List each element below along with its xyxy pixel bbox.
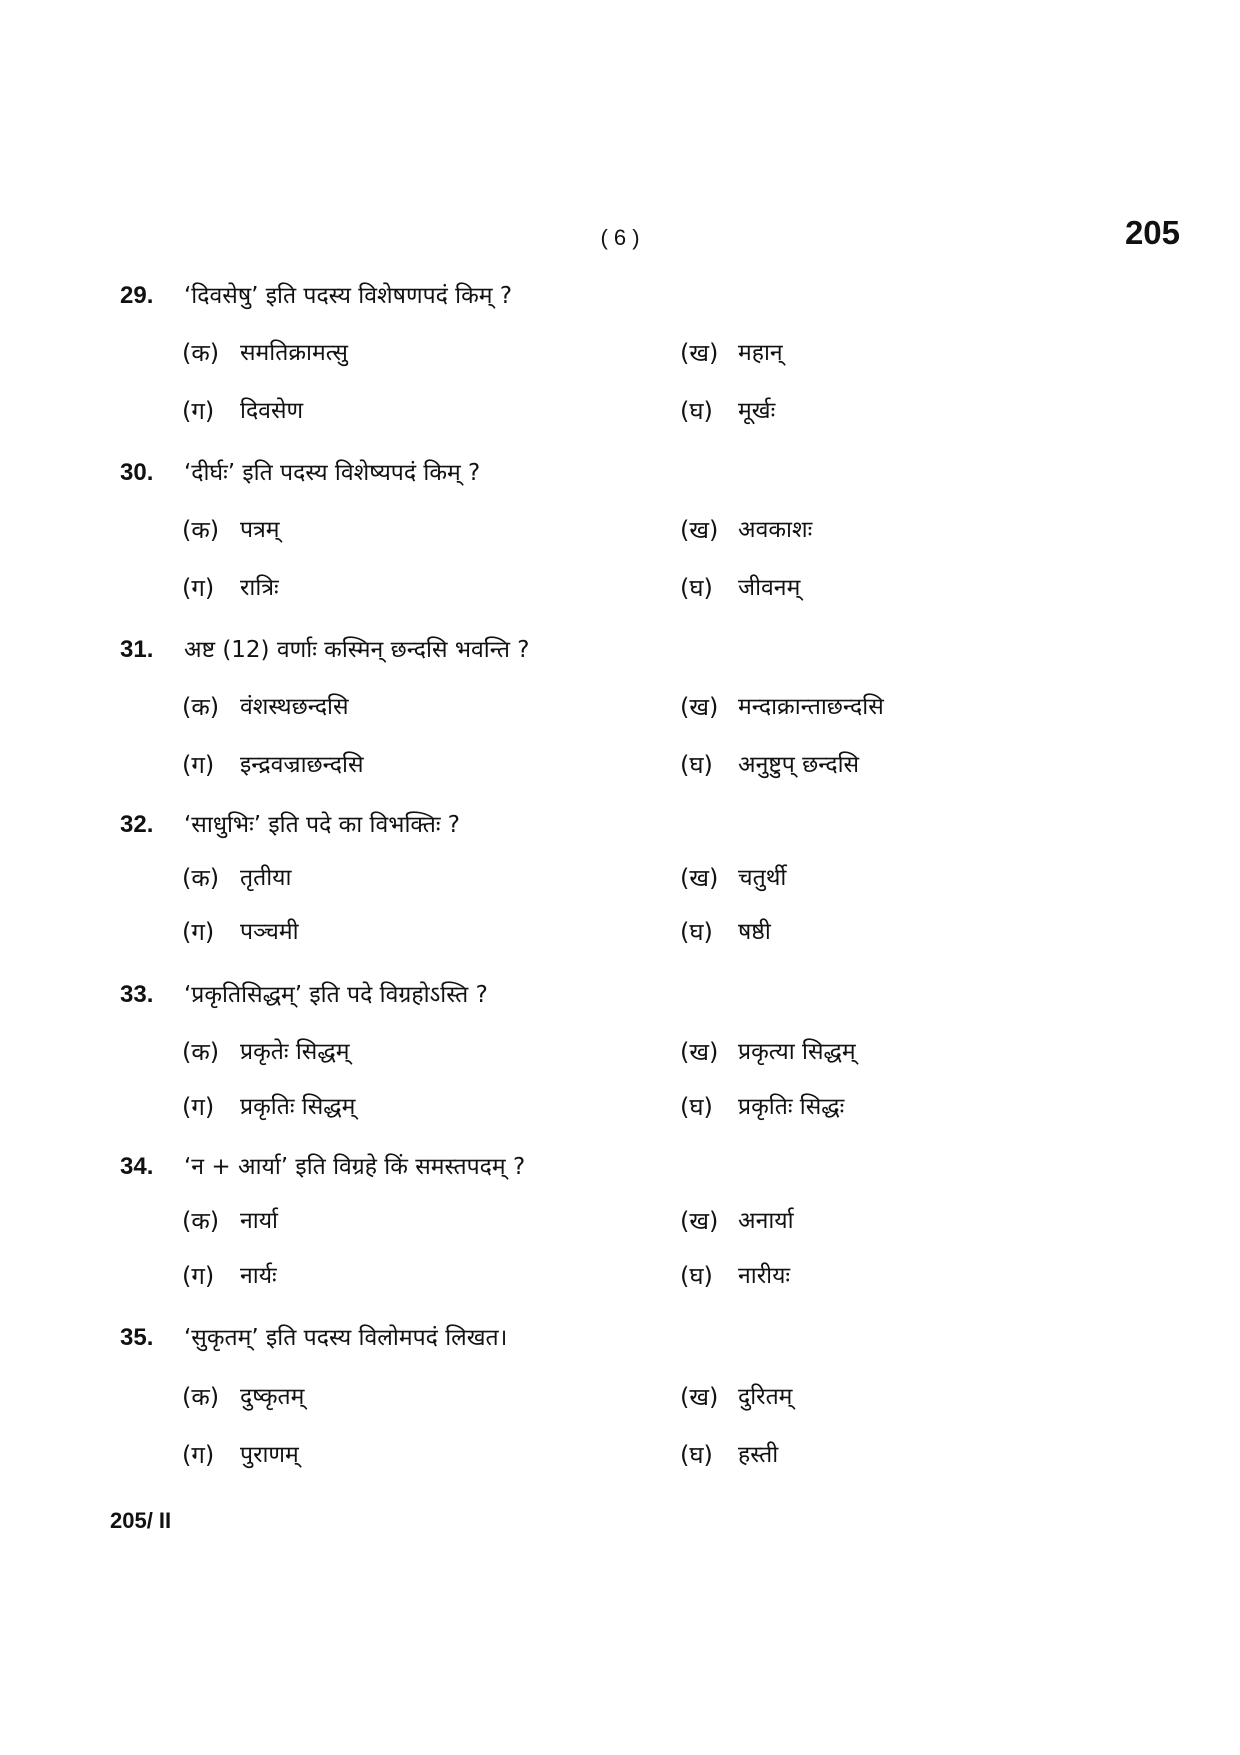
option-text: रात्रिः: [240, 575, 279, 601]
option-ga[interactable]: [182, 1089, 632, 1125]
option-label: (ख): [680, 1207, 719, 1235]
option-label: (घ): [680, 397, 713, 425]
option-label: (घ): [680, 1262, 713, 1290]
option-ga[interactable]: [182, 747, 632, 783]
option-gha[interactable]: [680, 1258, 1130, 1294]
question-30: [0, 456, 1240, 626]
option-label: (ग): [182, 1093, 215, 1121]
option-text: महान्: [738, 340, 783, 366]
option-ka[interactable]: [182, 860, 632, 896]
option-ga[interactable]: [182, 393, 632, 429]
option-text: मूर्खः: [738, 398, 776, 424]
option-text: दिवसेण: [240, 398, 304, 424]
question-text: ‘साधुभिः’ इति पदे का विभक्तिः ?: [184, 812, 461, 838]
option-ga[interactable]: [182, 914, 632, 950]
option-gha[interactable]: [680, 393, 1130, 429]
question-text: अष्ट (12) वर्णाः कस्मिन् छन्दसि भवन्ति ?: [184, 637, 530, 663]
option-text: पुराणम्: [240, 1442, 299, 1468]
question-number: 30.: [120, 459, 154, 486]
option-gha[interactable]: [680, 747, 1130, 783]
question-number: 34.: [120, 1153, 154, 1180]
option-label: (ग): [182, 397, 215, 425]
question-text: ‘प्रकृतिसिद्धम्’ इति पदे विग्रहोऽस्ति ?: [184, 982, 488, 1008]
option-ga[interactable]: [182, 1437, 632, 1473]
option-label: (ग): [182, 1262, 215, 1290]
option-text: पत्रम्: [240, 517, 280, 543]
question-text: ‘दिवसेषु’ इति पदस्य विशेषणपदं किम् ?: [184, 283, 513, 309]
option-gha[interactable]: [680, 1437, 1130, 1473]
option-kha[interactable]: [680, 1034, 1130, 1070]
option-text: अवकाशः: [738, 517, 813, 543]
option-label: (ख): [680, 864, 719, 892]
option-label: (ग): [182, 751, 215, 779]
option-text: प्रकृतेः सिद्धम्: [240, 1039, 350, 1065]
option-ka[interactable]: [182, 335, 632, 371]
option-label: (ख): [680, 339, 719, 367]
option-label: (घ): [680, 751, 713, 779]
option-text: मन्दाक्रान्ताछन्दसि: [738, 694, 884, 720]
option-kha[interactable]: [680, 335, 1130, 371]
option-label: (ख): [680, 516, 719, 544]
question-32: [0, 808, 1240, 978]
option-ka[interactable]: [182, 512, 632, 548]
question-text: ‘दीर्घः’ इति पदस्य विशेष्यपदं किम् ?: [184, 460, 481, 486]
option-text: इन्द्रवज्राछन्दसि: [240, 752, 364, 778]
option-label: (क): [182, 339, 220, 367]
question-text: ‘सुकृतम्’ इति पदस्य विलोमपदं लिखत।: [184, 1325, 508, 1351]
option-ka[interactable]: [182, 1034, 632, 1070]
option-ka[interactable]: [182, 1203, 632, 1239]
option-text: नार्या: [240, 1208, 279, 1234]
option-gha[interactable]: [680, 1089, 1130, 1125]
option-kha[interactable]: [680, 512, 1130, 548]
option-label: (ख): [680, 1383, 719, 1411]
option-gha[interactable]: [680, 570, 1130, 606]
option-kha[interactable]: [680, 860, 1130, 896]
option-text: जीवनम्: [738, 575, 801, 601]
question-33: [0, 978, 1240, 1148]
option-label: (घ): [680, 1441, 713, 1469]
option-text: पञ्चमी: [240, 919, 299, 945]
option-text: प्रकृत्या सिद्धम्: [738, 1039, 856, 1065]
question-number: 29.: [120, 282, 154, 309]
option-label: (घ): [680, 1093, 713, 1121]
option-label: (ख): [680, 1038, 719, 1066]
page-number: ( 6 ): [600, 225, 640, 250]
option-ga[interactable]: [182, 570, 632, 606]
option-label: (क): [182, 1207, 220, 1235]
option-label: (क): [182, 1383, 220, 1411]
question-number: 31.: [120, 636, 154, 663]
option-ga[interactable]: [182, 1258, 632, 1294]
option-text: प्रकृतिः सिद्धम्: [240, 1094, 356, 1120]
footer-code: 205/ II: [110, 1508, 172, 1533]
option-kha[interactable]: [680, 689, 1130, 725]
option-label: (क): [182, 693, 220, 721]
option-text: षष्ठी: [738, 919, 771, 945]
option-kha[interactable]: [680, 1379, 1130, 1415]
option-text: अनार्या: [738, 1208, 794, 1234]
question-29: [0, 279, 1240, 449]
option-label: (क): [182, 864, 220, 892]
option-text: हस्ती: [738, 1442, 779, 1468]
question-34: [0, 1150, 1240, 1320]
option-text: दुष्कृतम्: [240, 1384, 305, 1410]
question-number: 35.: [120, 1324, 154, 1351]
question-35: [0, 1321, 1240, 1491]
option-text: अनुष्टुप् छन्दसि: [738, 752, 860, 778]
option-label: (घ): [680, 574, 713, 602]
option-text: दुरितम्: [738, 1384, 793, 1410]
option-text: समतिक्रामत्सु: [240, 340, 348, 366]
option-gha[interactable]: [680, 914, 1130, 950]
option-label: (ग): [182, 574, 215, 602]
option-label: (क): [182, 516, 220, 544]
paper-code: 205: [1124, 214, 1180, 251]
option-text: चतुर्थी: [738, 865, 787, 891]
option-text: वंशस्थछन्दसि: [240, 694, 349, 720]
option-ka[interactable]: [182, 1379, 632, 1415]
question-number: 32.: [120, 811, 154, 838]
option-text: नार्यः: [240, 1263, 277, 1289]
question-number: 33.: [120, 981, 154, 1008]
question-text: ‘न + आर्या’ इति विग्रहे किं समस्तपदम् ?: [184, 1154, 526, 1180]
option-kha[interactable]: [680, 1203, 1130, 1239]
option-label: (क): [182, 1038, 220, 1066]
option-text: तृतीया: [240, 865, 292, 891]
option-text: प्रकृतिः सिद्धः: [738, 1094, 845, 1120]
option-ka[interactable]: [182, 689, 632, 725]
option-text: नारीयः: [738, 1263, 791, 1289]
question-31: [0, 633, 1240, 803]
option-label: (ग): [182, 918, 215, 946]
option-label: (ख): [680, 693, 719, 721]
option-label: (ग): [182, 1441, 215, 1469]
option-label: (घ): [680, 918, 713, 946]
